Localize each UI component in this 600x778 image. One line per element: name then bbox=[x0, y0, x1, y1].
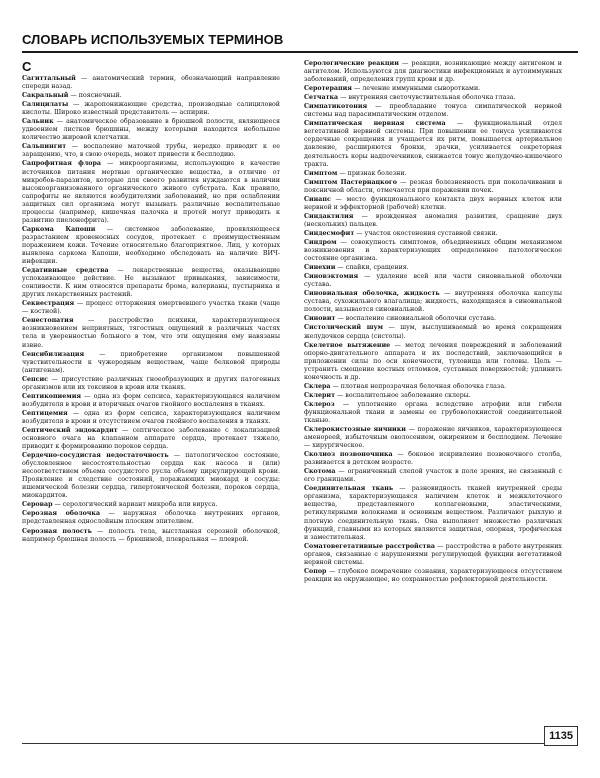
dictionary-entry bbox=[22, 101, 280, 117]
dictionary-entry bbox=[22, 75, 280, 91]
footer-rule bbox=[22, 743, 578, 744]
dictionary-entry bbox=[22, 351, 280, 375]
entry-definition: — участок окостенения суставной связки. bbox=[354, 229, 498, 237]
entry-definition: — процесс отторжения омертвевшего участка ткани (чаще — костной). bbox=[22, 300, 280, 316]
entry-term: Синдром bbox=[304, 238, 337, 246]
dictionary-entry bbox=[22, 92, 280, 100]
entry-definition: — признак болезни. bbox=[337, 169, 407, 177]
dictionary-entry bbox=[304, 196, 562, 212]
entry-term: Сетчатка bbox=[304, 94, 339, 102]
entry-definition: — одна из форм сепсиса, характеризующаяся наличием возбудителя в крови и вторичных очагов гнойного воспаления в тканях. bbox=[22, 392, 280, 408]
entry-term: Симпатическая нервная система bbox=[304, 120, 446, 128]
entry-term: Серологические реакции bbox=[304, 60, 399, 67]
dictionary-entry bbox=[304, 383, 562, 391]
entry-definition: — присутствие различных гноеобразующих и других патогенных организмов или их токсинов в крови или тканях. bbox=[22, 375, 280, 391]
entry-term: Синовит bbox=[304, 315, 336, 323]
dictionary-entry bbox=[22, 143, 280, 159]
entry-definition: — воспаление синовиальной оболочки сустава. bbox=[335, 315, 496, 323]
entry-term: Склерокистозные яичники bbox=[304, 426, 406, 434]
dictionary-entry bbox=[304, 342, 562, 382]
entry-term: Сколиоз позвоночника bbox=[304, 451, 393, 459]
entry-term: Септикопиемия bbox=[22, 392, 82, 400]
dictionary-entry bbox=[304, 392, 562, 400]
entry-term: Серовар bbox=[22, 501, 53, 509]
entry-term: Синапс bbox=[304, 195, 331, 203]
entry-definition: — расстройства в работе внутренних органов, связанные с нарушениями регулирующей функции вегетативной нервной системы. bbox=[304, 542, 562, 566]
entry-term: Сенестопатия bbox=[22, 317, 74, 325]
entry-term: Склера bbox=[304, 382, 331, 390]
entry-definition: — поражение яичников, характеризующееся аменореей, избыточным оволосением, ожирением и бесплодием. Лечение — хирургическое. bbox=[304, 426, 562, 450]
entry-term: Салицилаты bbox=[22, 101, 69, 109]
entry-term: Сакральный bbox=[22, 92, 69, 100]
entry-definition: — преобладание тонуса симпатической нервной системы над парасимпатическим отделом. bbox=[304, 103, 562, 119]
entry-definition: — место функционального контакта двух нервных клеток или нервной и эффекторной (рабочей) клетки. bbox=[304, 195, 562, 211]
entry-term: Сагиттальный bbox=[22, 75, 76, 82]
entry-definition: — врожденная аномалия развития, сращение двух (нескольких) пальцев. bbox=[304, 212, 562, 228]
entry-term: Синехии bbox=[304, 264, 336, 272]
dictionary-entry bbox=[22, 226, 280, 266]
dictionary-entry bbox=[304, 120, 562, 168]
entry-definition: — патологическое состояние, обусловленное несостоятельностью сердца как насоса и (или) несоответствием объема сосудистого русла объему циркулирующей крови. Проявление и следствие состояний, поражающих миокард и сосуды: ишемической болезни сердца, гипертонической болезни, пороков сердца, миокардитов. bbox=[22, 452, 280, 500]
dictionary-entry bbox=[304, 264, 562, 272]
entry-term: Сердечно-сосудистая недостаточность bbox=[22, 452, 169, 460]
dictionary-entry bbox=[304, 401, 562, 425]
entry-term: Сальник bbox=[22, 118, 54, 126]
entry-term: Симптом bbox=[304, 169, 338, 177]
dictionary-entry bbox=[304, 543, 562, 567]
entry-definition: — анатомическое образование в брюшной полости, являющееся удвоением листков брюшины, между которыми находится небольшое количество жировой клетчатки. bbox=[22, 118, 280, 142]
entry-definition: — полость тела, выстланная серозной оболочкой, например брюшная полость — брюшиной, плевральная — плеврой. bbox=[22, 527, 280, 543]
entry-definition: — воспаление маточной трубы, нередко приводит к ее заращению, что, в свою очередь, может привести к бесплодию. bbox=[22, 143, 280, 159]
entry-term: Сапрофитная флора bbox=[22, 160, 101, 168]
page-header bbox=[22, 29, 578, 53]
entry-definition: — функциональный отдел вегетативной нервной системы. При повышении ее тонуса усиливаются сердечные сокращения и учащается их ритм, повышается артериальное давление, расширяются бронхи, зрачки, усиливается секреторная деятельность коры надпочечников, снижается тонус желудочно-кишечного тракта. bbox=[304, 120, 562, 168]
dictionary-entry bbox=[304, 239, 562, 263]
entry-term: Соматовегетативные расстройства bbox=[304, 542, 435, 550]
entry-definition: — внутренняя светочувствительная оболочка глаза. bbox=[338, 94, 516, 102]
dictionary-entry bbox=[304, 315, 562, 323]
entry-definition: — уплотнение органа вследствие атрофии или гибели функциональной ткани и замены ее грубоволокнистой соединительной тканью. bbox=[304, 400, 562, 424]
left-column bbox=[22, 60, 280, 545]
entry-definition: — внутренняя оболочка капсулы сустава, сухожильного влагалища; жидкость, находящаяся в синовиальной полости, называется синовиальной. bbox=[304, 290, 562, 314]
dictionary-entry bbox=[304, 485, 562, 541]
entry-term: Склерит bbox=[304, 391, 335, 399]
entry-term: Синдесмофит bbox=[304, 229, 355, 237]
dictionary-entry bbox=[22, 160, 280, 224]
entry-definition: — микроорганизмы, использующие в качестве источников питания мертвые органические вещества, в отличие от микробов-паразитов, которые для своего развития нуждаются в наличии высокоорганизованного органического живого субстрата. Как правило, сапрофиты не являются возбудителями заболеваний, но при ослаблении защитных сил организма могут вызывать различные воспалительные процессы (например, кишечная палочка и протей могут приводить к развитию пиелонефрита). bbox=[22, 160, 281, 224]
entry-term: Систолический шум bbox=[304, 324, 383, 332]
dictionary-entry bbox=[304, 468, 562, 484]
entry-definition: — приобретение организмом повышенной чувствительности к чужеродным веществам, чаще белковой природы (антигенам). bbox=[22, 350, 280, 374]
entry-term: Скотома bbox=[304, 468, 336, 476]
entry-term: Септический эндокардит bbox=[22, 426, 118, 434]
dictionary-entry bbox=[22, 452, 280, 500]
entry-term: Септицемия bbox=[22, 409, 68, 417]
entry-definition: — разновидность тканей внутренней среды организма, характеризующаяся наличием клеток и межклеточного вещества, представленного коллагеновыми, эластическими, ретикулярными волокнами и основным веществом. Различают рыхлую и плотную соединительную ткань. Она выполняет множество различных функций, главными из которых являются защитная, опорная, трофическая и заместительная. bbox=[304, 485, 562, 541]
entry-definition: — жаропонижающие средства, производные салициловой кислоты. Широко известный представитель — аспирин. bbox=[22, 101, 280, 117]
entry-term: Серозная оболочка bbox=[22, 510, 101, 518]
entry-definition: — спайки, сращения. bbox=[335, 264, 409, 272]
right-column bbox=[304, 60, 562, 585]
dictionary-entry bbox=[304, 170, 562, 178]
dictionary-entry bbox=[22, 300, 280, 316]
entry-definition: — пояснечный. bbox=[68, 92, 122, 100]
dictionary-entry bbox=[304, 568, 562, 584]
dictionary-entry bbox=[22, 528, 280, 544]
dictionary-entry bbox=[304, 230, 562, 238]
entry-definition: — резкая болезненность при поколачивании в поясничной области, отмечается при поражении почек. bbox=[304, 178, 563, 194]
entry-term: Сепсис bbox=[22, 375, 48, 383]
entry-definition: — анатомический термин, обозначающий направление спереди назад. bbox=[22, 75, 280, 91]
entry-term: Сальпингит bbox=[22, 143, 67, 151]
entry-term: Склероз bbox=[304, 400, 335, 408]
section-letter: С bbox=[22, 59, 32, 74]
dictionary-entry bbox=[304, 451, 562, 467]
page-number: 1135 bbox=[544, 726, 578, 746]
entry-term: Симптом Пастернацкого bbox=[304, 178, 397, 186]
dictionary-entry bbox=[304, 94, 562, 102]
entry-term: Симпатикотония bbox=[304, 103, 368, 111]
entry-definition: — совокупность симптомов, объединенных общим механизмом возникновения и характеризующих определенное патологическое состояние организма. bbox=[304, 238, 562, 263]
page-title: СЛОВАРЬ ИСПОЛЬЗУЕМЫХ ТЕРМИНОВ bbox=[22, 32, 284, 47]
entry-definition: — наружная оболочка внутренних органов, представленная однослойным плоским эпителием. bbox=[22, 510, 280, 526]
dictionary-entry bbox=[22, 317, 280, 349]
entry-definition: — ограниченный слепой участок в поле зрения, не связанный с его границами. bbox=[304, 468, 562, 484]
entry-definition: — удаление всей или части синовиальной оболочки сустава. bbox=[304, 273, 562, 289]
entry-term: Синдактилия bbox=[304, 212, 354, 220]
right-entry-list bbox=[304, 60, 562, 584]
dictionary-entry bbox=[22, 393, 280, 409]
dictionary-entry bbox=[304, 213, 562, 229]
entry-definition: — воспалительное заболевание склеры. bbox=[334, 391, 471, 399]
dictionary-entry bbox=[22, 267, 280, 299]
entry-definition: — лечение иммунными сыворотками. bbox=[351, 85, 481, 93]
entry-definition: — плотная непрозрачная белочная оболочка глаза. bbox=[330, 382, 507, 390]
dictionary-entry bbox=[22, 410, 280, 426]
entry-definition: — боковое искривление позвоночного столба, развивается в детском возрасте. bbox=[304, 451, 562, 467]
dictionary-entry bbox=[304, 60, 562, 84]
entry-term: Сенсибилизация bbox=[22, 350, 85, 358]
dictionary-entry bbox=[22, 510, 280, 526]
dictionary-entry bbox=[22, 118, 280, 142]
left-entry-list bbox=[22, 75, 280, 544]
entry-term: Серотерапия bbox=[304, 85, 352, 93]
entry-term: Седативные средства bbox=[22, 267, 109, 275]
entry-term: Серозная полость bbox=[22, 527, 92, 535]
dictionary-entry bbox=[304, 273, 562, 289]
entry-term: Синовэктомия bbox=[304, 273, 359, 281]
entry-definition: — лекарственные вещества, оказывающие успокаивающее действие. Не вызывают привыкания, зависимости, сонливости. К ним относятся препараты брома, валерианы, пустырника и других лекарственных растений. bbox=[22, 267, 280, 299]
entry-term: Сопор bbox=[304, 567, 327, 575]
entry-definition: — шум, выслушиваемый во время сокращения желудочков сердца (систолы). bbox=[304, 324, 563, 340]
dictionary-entry bbox=[22, 376, 280, 392]
entry-term: Синовиальная оболочка, жидкость bbox=[304, 290, 440, 298]
entry-definition: — системное заболевание, проявляющееся разрастанием кровеносных сосудов, протекает с преимущественным поражением кожи. Течение относительно благоприятное. Лиц, у которых выявлена саркома Капоши, необходимо обследовать на наличие ВИЧ-инфекции. bbox=[22, 225, 281, 266]
entry-definition: — расстройство психики, характеризующееся возникновением неприятных, тягостных ощущений в различных частях тела и уверенностью больного в том, что эти ощущения ему навязаны извне. bbox=[22, 317, 280, 349]
dictionary-entry bbox=[22, 501, 280, 509]
entry-definition: — септическое заболевание с локализацией основного очага на клапанном аппарате сердца, протекает тяжело, приводит к формированию пороков сердца. bbox=[22, 426, 280, 451]
entry-definition: — метод лечения повреждений и заболеваний опорно-двигательного аппарата и их последствий, заключающийся в приложении силы по оси конечности, туловища или головы. Цель — устранить смещение костных отломков, суставных поверхностей; удлинить конечность и др. bbox=[304, 341, 562, 381]
dictionary-entry bbox=[22, 427, 280, 451]
dictionary-entry bbox=[304, 103, 562, 119]
entry-definition: — глубокое помрачение сознания, характеризующееся отсутствием реакции на окружающее, но сохранностью рефлекторной деятельности. bbox=[304, 567, 562, 583]
entry-term: Саркома Капоши bbox=[22, 225, 96, 233]
entry-definition: — реакции, возникающие между антигеном и антителом. Используются для диагностики инфекционных и аутоиммунных заболеваний, определения групп крови и др. bbox=[304, 60, 562, 84]
dictionary-entry bbox=[304, 324, 562, 340]
dictionary-entry bbox=[304, 290, 562, 314]
dictionary-entry bbox=[304, 179, 562, 195]
entry-term: Секвестрация bbox=[22, 300, 75, 308]
dictionary-entry bbox=[304, 426, 562, 450]
dictionary-entry bbox=[304, 85, 562, 93]
entry-definition: — серологический вариант микроба или вируса. bbox=[52, 501, 218, 509]
entry-term: Соединительная ткань bbox=[304, 485, 394, 493]
entry-term: Скелетное вытяжение bbox=[304, 341, 391, 349]
entry-definition: — одна из форм сепсиса, характеризующаяся наличием возбудителя в крови и отсутствием очагов гнойного воспаления в тканях. bbox=[22, 409, 280, 425]
